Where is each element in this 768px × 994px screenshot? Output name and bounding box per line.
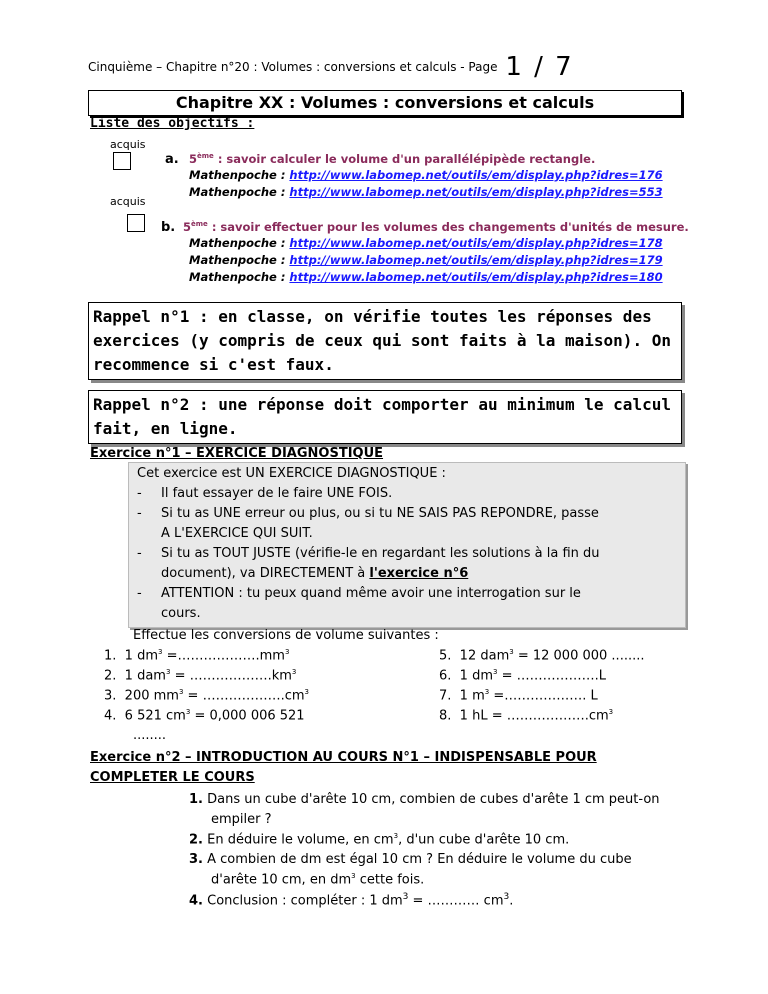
header-text: Cinquième – Chapitre n°20 : Volumes : conversions et calculs - Page [88, 60, 498, 74]
diagnostic-line: Cet exercice est UN EXERCICE DIAGNOSTIQUE : [137, 466, 446, 481]
rappel-line: Rappel n°2 : une réponse doit comporter au minimum le calcul [93, 395, 671, 414]
mathenpoche-link[interactable]: http://www.labomep.net/outils/em/display.php?idres=178 [289, 236, 663, 250]
question-item: 3. A combien de dm est égal 10 cm ? En déduire le volume du cube [189, 852, 632, 867]
conversion-instruction: Effectue les conversions de volume suivantes : [133, 628, 439, 643]
checkbox-objective-b[interactable] [127, 214, 145, 232]
mathenpoche-link-line: Mathenpoche : http://www.labomep.net/outils/em/display.php?idres=553 [189, 185, 663, 199]
acquis-label-b: acquis [110, 195, 146, 208]
conversion-item: 8. 1 hL = $\dots\dots\dots\dots\dots\dots.cm^3$ [439, 708, 614, 724]
diagnostic-line: Il faut essayer de le faire UNE FOIS. [161, 486, 393, 501]
objectives-heading: Liste des objectifs : [90, 116, 255, 131]
rappel-1-box [88, 302, 682, 380]
mathenpoche-link[interactable]: http://www.labomep.net/outils/em/display.php?idres=553 [289, 185, 663, 199]
bullet-dash: - [137, 586, 142, 601]
question-item: 1. Dans un cube d'arête 10 cm, combien de cubes d'arête 1 cm peut-on [189, 792, 660, 807]
mathenpoche-link[interactable]: http://www.labomep.net/outils/em/display.php?idres=180 [289, 270, 663, 284]
diagnostic-line: A L'EXERCICE QUI SUIT. [161, 526, 313, 541]
objective-letter-a: a. [165, 152, 179, 167]
mathenpoche-link-line: Mathenpoche : http://www.labomep.net/outils/em/display.php?idres=180 [189, 270, 663, 284]
exercise-2-title: Exercice n°2 – INTRODUCTION AU COURS N°1 – INDISPENSABLE POUR [90, 750, 597, 765]
conversion-item: 7. 1 $m^3$ =………………. L [439, 688, 598, 704]
rappel-line: recommence si c'est faux. [93, 355, 334, 374]
conversion-item: 3. 200 $mm^3$ = $\dots\dots\dots\dots\dots\dots.cm^3$ [104, 688, 309, 704]
question-item: 2. En déduire le volume, en $cm^3$, d'un cube d'arête 10 cm. [189, 832, 570, 848]
diagnostic-line: document), va DIRECTEMENT à l'exercice n°6 [161, 566, 469, 581]
mathenpoche-link-line: Mathenpoche : http://www.labomep.net/outils/em/display.php?idres=176 [189, 168, 663, 182]
conversion-item: 5. 12 dam$^3$ = 12 000 000 ........ [439, 648, 645, 664]
diagnostic-line: cours. [161, 606, 201, 621]
page-header [88, 52, 574, 82]
objective-text-a: 5ème : savoir calculer le volume d'un parallélépipède rectangle. [189, 152, 596, 166]
exercise-1-title: Exercice n°1 – EXERCICE DIAGNOSTIQUE [90, 446, 384, 461]
conversion-item: 4. 6 521 $cm^3 = 0,000$ 006 521 [104, 708, 305, 724]
question-line: empiler ? [211, 812, 272, 827]
exercise-6-link[interactable]: l'exercice n°6 [369, 566, 469, 581]
diagnostic-line: Si tu as UNE erreur ou plus, ou si tu NE SAIS PAS REPONDRE, passe [161, 506, 599, 521]
chapter-title: Chapitre XX : Volumes : conversions et calculs [175, 93, 595, 112]
rappel-line: fait, en ligne. [93, 419, 238, 438]
bullet-dash: - [137, 486, 142, 501]
mathenpoche-link[interactable]: http://www.labomep.net/outils/em/display.php?idres=176 [289, 168, 663, 182]
checkbox-objective-a[interactable] [113, 152, 131, 170]
acquis-label-a: acquis [110, 138, 146, 151]
objective-text-b: 5ème : savoir effectuer pour les volumes des changements d'unités de mesure. [183, 220, 689, 234]
mathenpoche-link-line: Mathenpoche : http://www.labomep.net/outils/em/display.php?idres=178 [189, 236, 663, 250]
exercise-2-title-line2: COMPLETER LE COURS [90, 770, 255, 785]
conversion-item: 6. 1 $dm^3$ = ……………….L [439, 668, 607, 684]
mathenpoche-link-line: Mathenpoche : http://www.labomep.net/outils/em/display.php?idres=179 [189, 253, 663, 267]
conversion-item: 1. 1 $dm^3$ $=\dots\dots\dots\dots\dots\dots.mm^3$ [104, 648, 290, 664]
diagnostic-line: Si tu as TOUT JUSTE (vérifie-le en regardant les solutions à la fin du [161, 546, 600, 561]
bullet-dash: - [137, 546, 142, 561]
mathenpoche-link[interactable]: http://www.labomep.net/outils/em/display.php?idres=179 [289, 253, 663, 267]
conversion-item: 2. 1 $dam^3 = \dots\dots\dots\dots\dots\dots.km^3$ [104, 668, 297, 684]
bullet-dash: - [137, 506, 142, 521]
diagnostic-line: ATTENTION : tu peux quand même avoir une interrogation sur le [161, 586, 581, 601]
objective-letter-b: b. [161, 220, 176, 235]
rappel-line: exercices (y compris de ceux qui sont faits à la maison). On [93, 331, 671, 350]
rappel-line: Rappel n°1 : en classe, on vérifie toutes les réponses des [93, 307, 652, 326]
trailing-dots: ........ [133, 728, 167, 743]
page-number: 1 / 7 [505, 52, 574, 82]
question-item: 4. Conclusion : compléter : 1 $dm^3$ = ………… $cm^3$. [189, 892, 514, 909]
chapter-title-box [88, 90, 682, 116]
rappel-2-box [88, 390, 682, 444]
question-line: d'arête 10 cm, en $dm^3$ cette fois. [211, 872, 425, 888]
